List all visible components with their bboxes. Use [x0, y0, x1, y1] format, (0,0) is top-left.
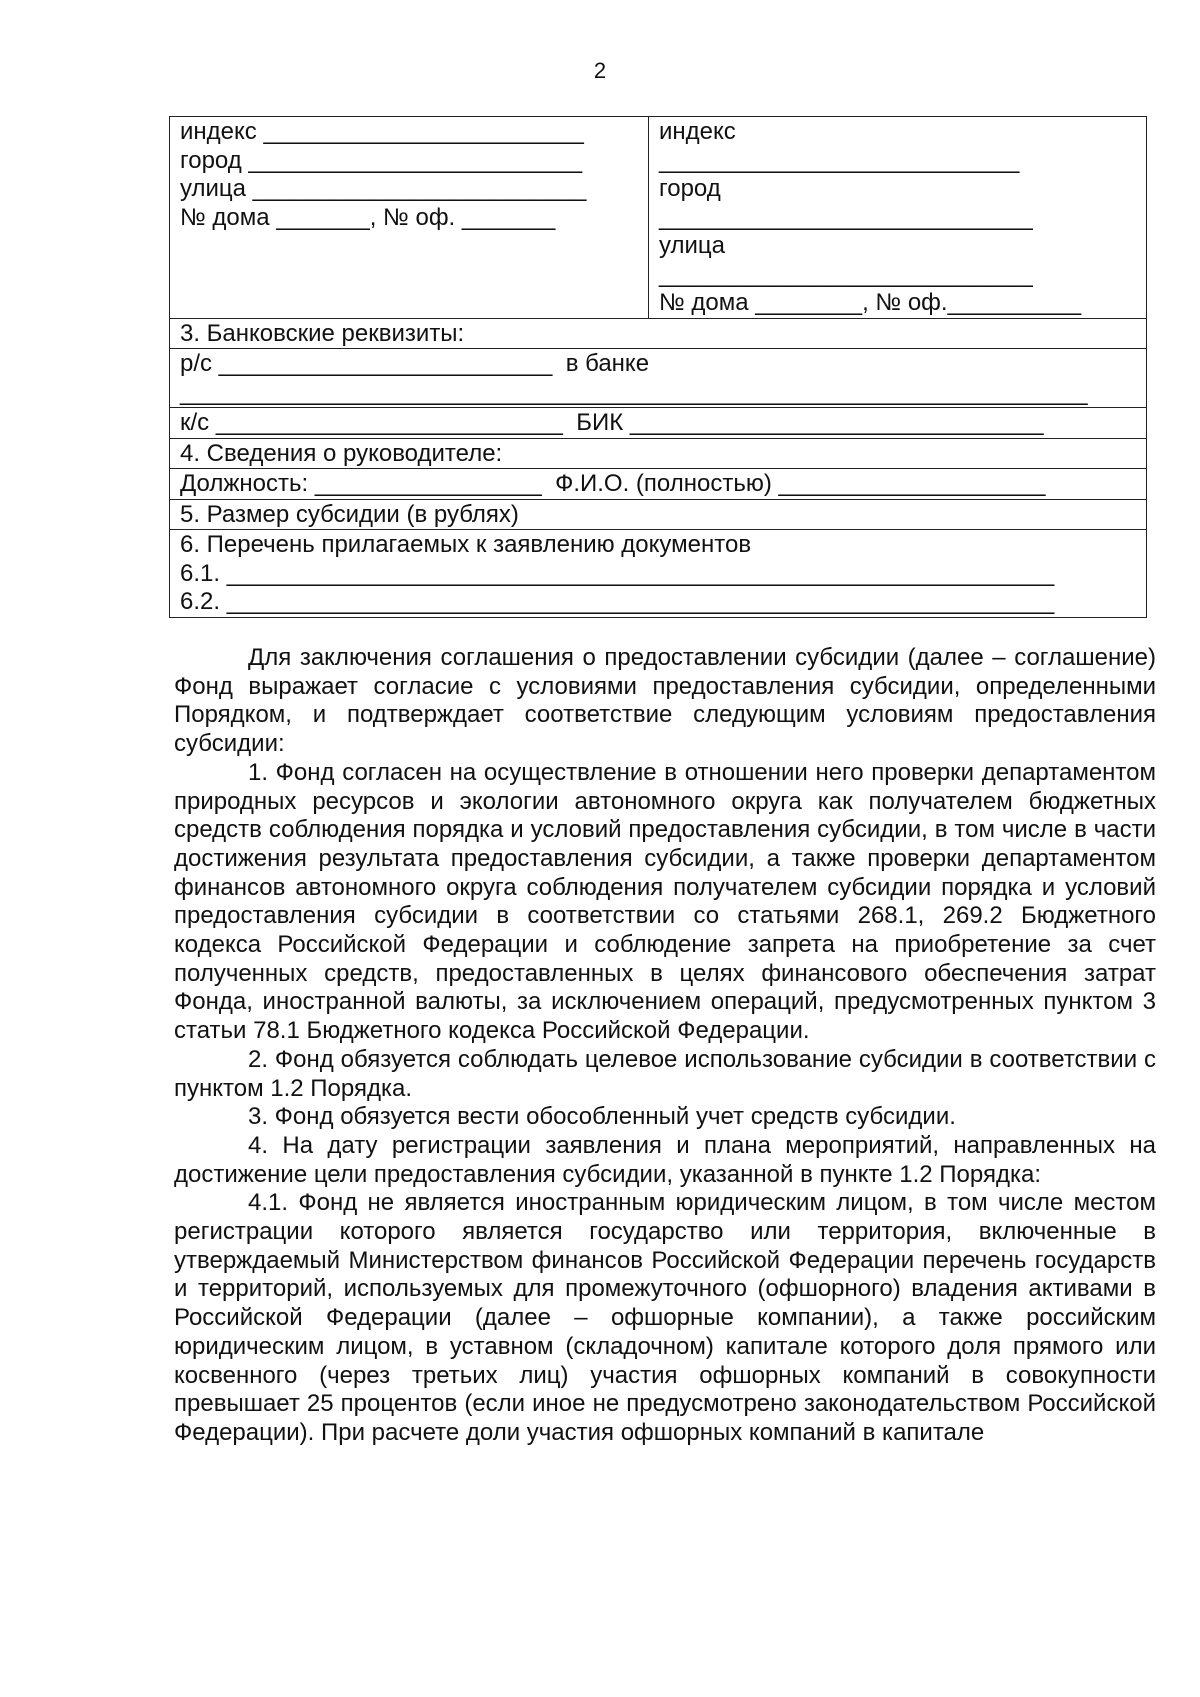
correspondent-account-cell	[170, 408, 1147, 439]
bank-details-title: 3. Банковские реквизиты:	[180, 319, 465, 347]
legal-street-field[interactable]: улица _________________________	[180, 175, 587, 202]
clause-4-1-paragraph: 4.1. Фонд не является иностранным юридическим лицом, в том числе местом регистрации которого является государство или территория, включенные в утверждаемый Министерством финансов Российской Федерации перечень государств и территорий, используемых для промежуточного (офшорного) владения активами в Российской Федерации (далее – офшорные компании), а также российским юридическим лицом, в уставном (складочном) капитале которого доля прямого или косвенного (через третьих лиц) участия офшорных компаний в совокупности превышает 25 процентов (если иное не предусмотрено законодательством Российской Федерации). При расчете доли участия офшорных компаний в капитале	[174, 1189, 1156, 1446]
legal-index-field[interactable]: индекс ________________________	[180, 118, 584, 145]
clause-1-paragraph: 1. Фонд согласен на осуществление в отношении него проверки департаментом природных ресурсов и экологии автономного округа как получателем бюджетных средств соблюдения порядка и условий предоставления субсидии, в том числе в части достижения результата предоставления субсидии, а также проверки департаментом финансов автономного округа соблюдения получателем субсидии порядка и условий предоставления субсидии в соответствии со статьями 268.1, 269.2 Бюджетного кодекса Российской Федерации и соблюдение запрета на приобретение за счет полученных средств, предоставленных в целях финансового обеспечения затрат Фонда, иностранной валюты, за исключением операций, предусмотренных пунктом 3 статьи 78.1 Бюджетного кодекса Российской Федерации.	[174, 758, 1156, 1045]
manager-heading-cell	[170, 438, 1147, 469]
subsidy-size-row	[170, 499, 1147, 530]
manager-cell	[170, 469, 1147, 500]
postal-street-field[interactable]: ____________________________	[659, 260, 1033, 288]
document-6-1-field[interactable]: 6.1. ______________________________________________________________	[180, 559, 1055, 587]
bank-details-heading	[170, 318, 1147, 349]
postal-city-field[interactable]: ____________________________	[659, 203, 1033, 231]
manager-row	[170, 469, 1147, 500]
bank-account-cell	[170, 349, 1147, 408]
settlement-account-field[interactable]: р/с _________________________ в банке	[180, 350, 650, 377]
postal-street-label: улица	[659, 232, 725, 259]
legal-city-field[interactable]: город _________________________	[180, 146, 583, 174]
postal-address-cell	[649, 117, 1147, 319]
postal-house-office-field[interactable]: № дома ________, № оф.__________	[659, 289, 1082, 316]
address-row	[170, 117, 1147, 319]
page-number: 2	[593, 58, 607, 83]
documents-row	[170, 530, 1147, 618]
postal-index-field[interactable]: ___________________________	[659, 146, 1020, 174]
documents-cell	[170, 530, 1147, 618]
document-6-2-field[interactable]: 6.2. ______________________________________________________________	[180, 588, 1055, 615]
application-form-table	[169, 116, 1147, 618]
bank-name-field[interactable]: ____________________________________________________________________	[180, 378, 1088, 406]
subsidy-size-cell	[170, 499, 1147, 530]
position-fullname-field[interactable]: Должность: _________________ Ф.И.О. (полностью) ____________________	[180, 470, 1046, 497]
documents-title: 6. Перечень прилагаемых к заявлению документов	[180, 531, 752, 558]
postal-index-label: индекс	[659, 118, 736, 145]
manager-heading-row	[170, 438, 1147, 469]
bank-heading-row	[170, 318, 1147, 349]
bank-account-row	[170, 349, 1147, 408]
legal-house-office-field[interactable]: № дома _______, № оф. _______	[180, 203, 556, 231]
agreement-body-text	[174, 644, 1156, 1448]
legal-address-cell	[170, 117, 649, 319]
bank-bik-row	[170, 408, 1147, 439]
subsidy-size-label: 5. Размер субсидии (в рублях)	[180, 500, 519, 528]
correspondent-account-bik-field[interactable]: к/с __________________________ БИК _______________________________	[180, 409, 1044, 436]
clause-3-paragraph: 3. Фонд обязуется вести обособленный учет средств субсидии.	[248, 1103, 956, 1131]
clause-4-paragraph: 4. На дату регистрации заявления и плана мероприятий, направленных на достижение цели предоставления субсидии, указанной в пункте 1.2 Порядка:	[174, 1131, 1156, 1188]
postal-city-label: город	[659, 175, 721, 202]
intro-paragraph: Для заключения соглашения о предоставлении субсидии (далее – соглашение) Фонд выражает согласие с условиями предоставления субсидии, определенными Порядком, и подтверждает соответствие следующим условиям предоставления субсидии:	[174, 644, 1156, 758]
clause-2-paragraph: 2. Фонд обязуется соблюдать целевое использование субсидии в соответствии с пунктом 1.2 Порядка.	[174, 1045, 1156, 1102]
manager-info-title: 4. Сведения о руководителе:	[180, 439, 503, 467]
